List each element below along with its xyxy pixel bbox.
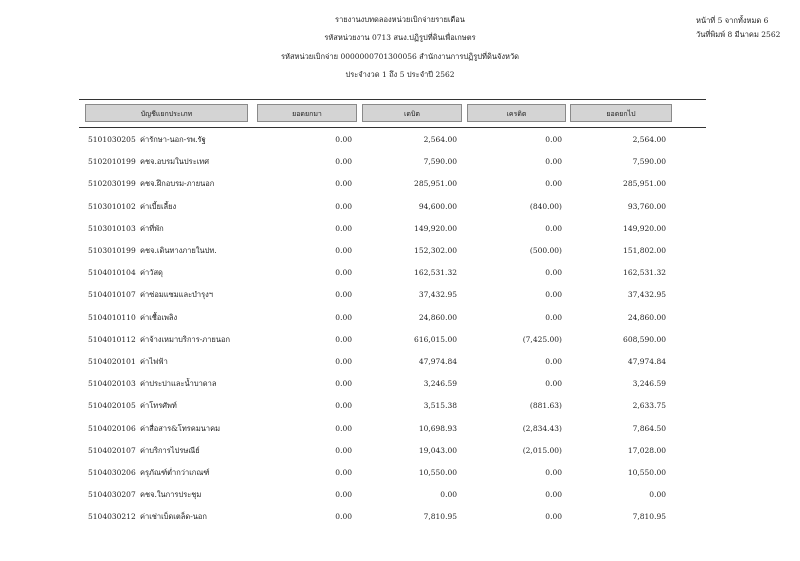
account-name: คชจ.ในการประชุม: [140, 490, 202, 500]
header-top-rule: [79, 99, 706, 100]
carried-forward-value: 93,760.00: [627, 201, 666, 211]
account-name: ค่ารักษา-นอก-รพ.รัฐ: [140, 135, 206, 144]
credit-value: 0.00: [545, 223, 562, 233]
carried-forward-value: 7,590.00: [632, 157, 666, 167]
account-name: ค่าซ่อมแซมและบำรุงฯ: [140, 290, 213, 300]
brought-forward-value: 0.00: [335, 157, 352, 167]
credit-value: 0.00: [545, 468, 562, 477]
table-row: [0, 443, 800, 458]
account-name: ค่าสื่อสาร&โทรคมนาคม: [140, 423, 221, 433]
debit-value: 0.00: [440, 490, 457, 500]
account-name: ค่าเชื้อเพลิง: [140, 312, 178, 322]
account-name: คชจ.เดินทางภายในปท.: [140, 246, 217, 255]
credit-value: 0.00: [545, 268, 562, 278]
carried-forward-value: 47,974.84: [627, 357, 666, 366]
brought-forward-value: 0.00: [335, 312, 352, 322]
table-row: [0, 265, 800, 280]
carried-forward-value: 7,864.50: [632, 423, 666, 433]
credit-value: 0.00: [545, 357, 562, 366]
account-code: 5102010199: [88, 157, 136, 167]
account-code: 5104010110: [88, 312, 136, 322]
brought-forward-value: 0.00: [335, 490, 352, 500]
debit-value: 24,860.00: [418, 312, 457, 322]
brought-forward-value: 0.00: [335, 290, 352, 300]
carried-forward-value: 0.00: [649, 490, 666, 500]
carried-forward-value: 17,028.00: [627, 445, 666, 455]
carried-forward-value: 2,564.00: [632, 135, 666, 144]
brought-forward-value: 0.00: [335, 379, 352, 389]
credit-value: (2,834.43): [522, 423, 562, 433]
carried-forward-value: 149,920.00: [623, 223, 666, 233]
table-row: [0, 332, 800, 347]
account-name: ค่าเช่าเบ็ดเตล็ด-นอก: [140, 512, 207, 522]
credit-value: 0.00: [545, 512, 562, 522]
debit-value: 285,951.00: [414, 179, 457, 189]
col-header-account: บัญชีแยกประเภท: [85, 104, 248, 122]
credit-value: 0.00: [545, 490, 562, 500]
credit-value: 0.00: [545, 157, 562, 167]
carried-forward-value: 2,633.75: [632, 401, 666, 411]
debit-value: 3,515.38: [423, 401, 457, 411]
account-name: ค่าเบี้ยเลี้ยง: [140, 201, 177, 211]
brought-forward-value: 0.00: [335, 179, 352, 189]
brought-forward-value: 0.00: [335, 512, 352, 522]
page-info: [696, 14, 780, 42]
period-line: ประจำงวด 1 ถึง 5 ประจำปี 2562: [345, 70, 455, 79]
carried-forward-value: 151,802.00: [623, 246, 666, 255]
table-row: [0, 354, 800, 369]
table-row: [0, 398, 800, 413]
carried-forward-value: 285,951.00: [623, 179, 666, 189]
credit-value: (840.00): [529, 201, 562, 211]
credit-value: 0.00: [545, 312, 562, 322]
carried-forward-value: 37,432.95: [627, 290, 666, 300]
brought-forward-value: 0.00: [335, 423, 352, 433]
account-name: ครุภัณฑ์ต่ำกว่าเกณฑ์: [140, 468, 210, 477]
credit-value: 0.00: [545, 179, 562, 189]
account-code: 5104010112: [88, 334, 136, 344]
carried-forward-value: 608,590.00: [623, 334, 666, 344]
brought-forward-value: 0.00: [335, 445, 352, 455]
debit-value: 37,432.95: [418, 290, 457, 300]
brought-forward-value: 0.00: [335, 334, 352, 344]
table-row: [0, 376, 800, 391]
table-row: [0, 509, 800, 524]
account-code: 5104020105: [88, 401, 136, 411]
account-code: 5104020107: [88, 445, 136, 455]
debit-value: 94,600.00: [418, 201, 457, 211]
debit-value: 7,590.00: [423, 157, 457, 167]
account-name: ค่าจ้างเหมาบริการ-ภายนอก: [140, 334, 230, 344]
debit-value: 47,974.84: [418, 357, 457, 366]
account-code: 5103010102: [88, 201, 136, 211]
table-row: [0, 176, 800, 191]
carried-forward-value: 10,550.00: [627, 468, 666, 477]
account-name: ค่าวัสดุ: [140, 268, 163, 278]
brought-forward-value: 0.00: [335, 401, 352, 411]
brought-forward-value: 0.00: [335, 468, 352, 477]
brought-forward-value: 0.00: [335, 246, 352, 255]
debit-value: 7,810.95: [423, 512, 457, 522]
table-row: [0, 154, 800, 169]
credit-value: (500.00): [529, 246, 562, 255]
carried-forward-value: 162,531.32: [623, 268, 666, 278]
agency-line: รหัสหน่วยงาน 0713 สนง.ปฏิรูปที่ดินเพื่อเกษตร: [324, 33, 476, 42]
carried-forward-value: 3,246.59: [632, 379, 666, 389]
account-code: 5102030199: [88, 179, 136, 189]
print-date: วันที่พิมพ์ 8 มีนาคม 2562: [696, 30, 781, 39]
debit-value: 3,246.59: [423, 379, 457, 389]
brought-forward-value: 0.00: [335, 223, 352, 233]
credit-value: 0.00: [545, 290, 562, 300]
credit-value: (881.63): [529, 401, 562, 411]
report-title: รายงานงบทดลองหน่วยเบิกจ่ายรายเดือน: [335, 15, 465, 24]
debit-value: 19,043.00: [418, 445, 457, 455]
account-name: คชจ.ฝึกอบรม-ภายนอก: [140, 179, 215, 189]
brought-forward-value: 0.00: [335, 357, 352, 366]
account-code: 5103010103: [88, 223, 136, 233]
debit-value: 162,531.32: [414, 268, 457, 278]
account-code: 5104020101: [88, 357, 136, 366]
brought-forward-value: 0.00: [335, 201, 352, 211]
credit-value: (2,015.00): [522, 445, 562, 455]
col-header-credit: เครดิต: [467, 104, 566, 122]
col-header-debit: เดบิต: [362, 104, 462, 122]
account-code: 5104030206: [88, 468, 136, 477]
account-code: 5104020103: [88, 379, 136, 389]
table-row: [0, 132, 800, 147]
debit-value: 10,698.93: [418, 423, 457, 433]
table-row: [0, 310, 800, 325]
disbursement-unit-line: รหัสหน่วยเบิกจ่าย 0000000701300056 สำนักงานการปฏิรูปที่ดินจังหวัด: [280, 52, 520, 61]
header-bottom-rule: [79, 127, 706, 128]
debit-value: 616,015.00: [414, 334, 457, 344]
debit-value: 149,920.00: [414, 223, 457, 233]
account-code: 5104030207: [88, 490, 136, 500]
table-row: [0, 487, 800, 502]
credit-value: (7,425.00): [522, 334, 562, 344]
brought-forward-value: 0.00: [335, 268, 352, 278]
account-code: 5103010199: [88, 246, 136, 255]
credit-value: 0.00: [545, 135, 562, 144]
table-row: [0, 243, 800, 258]
account-code: 5104010107: [88, 290, 136, 300]
debit-value: 152,302.00: [414, 246, 457, 255]
debit-value: 2,564.00: [423, 135, 457, 144]
carried-forward-value: 24,860.00: [627, 312, 666, 322]
account-name: ค่าไฟฟ้า: [140, 357, 168, 366]
table-row: [0, 465, 800, 480]
credit-value: 0.00: [545, 379, 562, 389]
debit-value: 10,550.00: [418, 468, 457, 477]
account-code: 5104030212: [88, 512, 136, 522]
col-header-brought-forward: ยอดยกมา: [257, 104, 357, 122]
table-row: [0, 421, 800, 436]
account-code: 5104020106: [88, 423, 136, 433]
col-header-carried-forward: ยอดยกไป: [570, 104, 672, 122]
table-row: [0, 199, 800, 214]
account-name: ค่าโทรศัพท์: [140, 401, 177, 411]
account-code: 5101030205: [88, 135, 136, 144]
brought-forward-value: 0.00: [335, 135, 352, 144]
page-number: หน้าที่ 5 จากทั้งหมด 6: [696, 16, 769, 25]
carried-forward-value: 7,810.95: [632, 512, 666, 522]
table-row: [0, 287, 800, 302]
account-name: ค่าที่พัก: [140, 223, 164, 233]
table-row: [0, 221, 800, 236]
account-code: 5104010104: [88, 268, 136, 278]
account-name: ค่าบริการไปรษณีย์: [140, 445, 200, 455]
account-name: คชจ.อบรมในประเทศ: [140, 157, 209, 167]
account-name: ค่าประปาและน้ำบาดาล: [140, 379, 217, 389]
